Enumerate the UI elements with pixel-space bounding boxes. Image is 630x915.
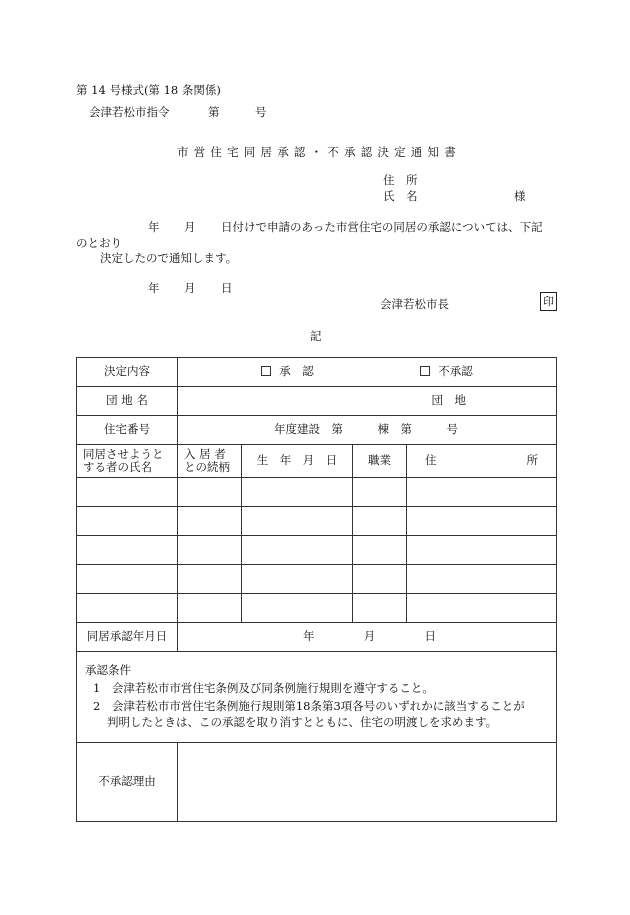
cell-relation[interactable] <box>178 536 242 565</box>
cell-address[interactable] <box>407 507 557 536</box>
body-line3: 決定したので通知します。 <box>100 251 238 265</box>
approve-checkbox-icon[interactable] <box>261 366 271 376</box>
decision-table <box>76 357 557 822</box>
cohabitant-header-row <box>77 445 557 478</box>
table-row <box>77 536 557 565</box>
col-header-address-2: 所 <box>526 453 538 468</box>
approval-date-row <box>77 623 557 652</box>
disapprove-label: 不承認 <box>438 364 473 379</box>
decision-options <box>178 358 557 387</box>
col-header-name: 同居させようとする者の氏名 <box>77 445 178 478</box>
cell-relation[interactable] <box>178 507 242 536</box>
name-label: 氏 名 <box>383 189 418 203</box>
col-header-birthdate: 生 年 月 日 <box>242 445 353 478</box>
body-line1: 日付けで申請のあった市営住宅の同居の承認については、下記 <box>221 220 543 234</box>
decision-label: 決定内容 <box>77 358 178 387</box>
conditions-cell <box>77 652 557 743</box>
body-year: 年 <box>148 220 160 234</box>
cell-name[interactable] <box>77 594 178 623</box>
approve-option[interactable] <box>261 365 314 378</box>
reason-label: 不承認理由 <box>77 742 178 821</box>
cell-relation[interactable] <box>178 594 242 623</box>
honorific: 様 <box>514 189 526 203</box>
date-day: 日 <box>221 281 233 295</box>
issuer-ref-prefix: 会津若松市指令 <box>89 105 170 119</box>
ki-heading: 記 <box>310 329 322 343</box>
cell-address[interactable] <box>407 478 557 507</box>
cell-occupation[interactable] <box>353 507 407 536</box>
cell-birthdate[interactable] <box>242 536 353 565</box>
cell-birthdate[interactable] <box>242 594 353 623</box>
approval-month: 月 <box>363 629 376 644</box>
condition-2-cont: 判明したときは、この承認を取り消すとともに、住宅の明渡しを求めます。 <box>107 714 498 729</box>
date-month: 月 <box>184 281 196 295</box>
approve-label: 承 認 <box>279 364 314 379</box>
decision-row <box>77 358 557 387</box>
col-header-address <box>407 445 557 478</box>
cell-address[interactable] <box>407 594 557 623</box>
house-number-label: 住宅番号 <box>77 416 178 445</box>
col-header-occupation: 職業 <box>353 445 407 478</box>
cell-relation[interactable] <box>178 565 242 594</box>
conditions-row <box>77 652 557 743</box>
col-header-address-1: 住 <box>425 453 437 468</box>
cell-address[interactable] <box>407 536 557 565</box>
col-header-relation: 入 居 者との続柄 <box>178 445 242 478</box>
table-row <box>77 507 557 536</box>
complex-value[interactable]: 団 地 <box>178 387 557 416</box>
cell-occupation[interactable] <box>353 536 407 565</box>
body-month: 月 <box>184 220 196 234</box>
cell-birthdate[interactable] <box>242 507 353 536</box>
house-number-row <box>77 416 557 445</box>
seal-stamp: 印 <box>540 292 557 311</box>
cell-name[interactable] <box>77 478 178 507</box>
table-row <box>77 565 557 594</box>
complex-label: 団 地 名 <box>77 387 178 416</box>
document-title: 市営住宅同居承認・不承認決定通知書 <box>177 145 461 159</box>
cell-name[interactable] <box>77 565 178 594</box>
address-label: 住 所 <box>383 173 418 187</box>
table-row <box>77 594 557 623</box>
approval-day: 日 <box>424 629 436 644</box>
cell-name[interactable] <box>77 507 178 536</box>
mayor-title: 会津若松市長 <box>380 297 449 311</box>
cell-address[interactable] <box>407 565 557 594</box>
cell-relation[interactable] <box>178 478 242 507</box>
issuer-ref-dai: 第 <box>208 105 220 119</box>
cell-birthdate[interactable] <box>242 478 353 507</box>
disapprove-checkbox-icon[interactable] <box>420 366 430 376</box>
condition-2: 2 会津若松市市営住宅条例施行規則第18条第3項各号のいずれかに該当することが <box>93 699 525 714</box>
cell-occupation[interactable] <box>353 478 407 507</box>
reason-row <box>77 742 557 821</box>
cell-occupation[interactable] <box>353 565 407 594</box>
approval-date-label: 同居承認年月日 <box>77 623 178 652</box>
issuer-ref-gou: 号 <box>255 105 267 119</box>
conditions-title: 承認条件 <box>85 663 131 677</box>
approval-date-value[interactable] <box>178 623 557 652</box>
date-year: 年 <box>148 281 160 295</box>
form-number: 第 14 号様式(第 18 条関係) <box>76 83 221 97</box>
house-number-value[interactable]: 年度建設 第 棟 第 号 <box>178 416 557 445</box>
reason-value[interactable] <box>178 742 557 821</box>
body-line2: のとおり <box>76 236 122 250</box>
complex-row <box>77 387 557 416</box>
approval-year: 年 <box>303 629 315 644</box>
cell-birthdate[interactable] <box>242 565 353 594</box>
cell-occupation[interactable] <box>353 594 407 623</box>
table-row <box>77 478 557 507</box>
disapprove-option[interactable] <box>420 365 473 378</box>
cell-name[interactable] <box>77 536 178 565</box>
condition-1: 1 会津若松市市営住宅条例及び同条例施行規則を遵守すること。 <box>93 681 434 696</box>
